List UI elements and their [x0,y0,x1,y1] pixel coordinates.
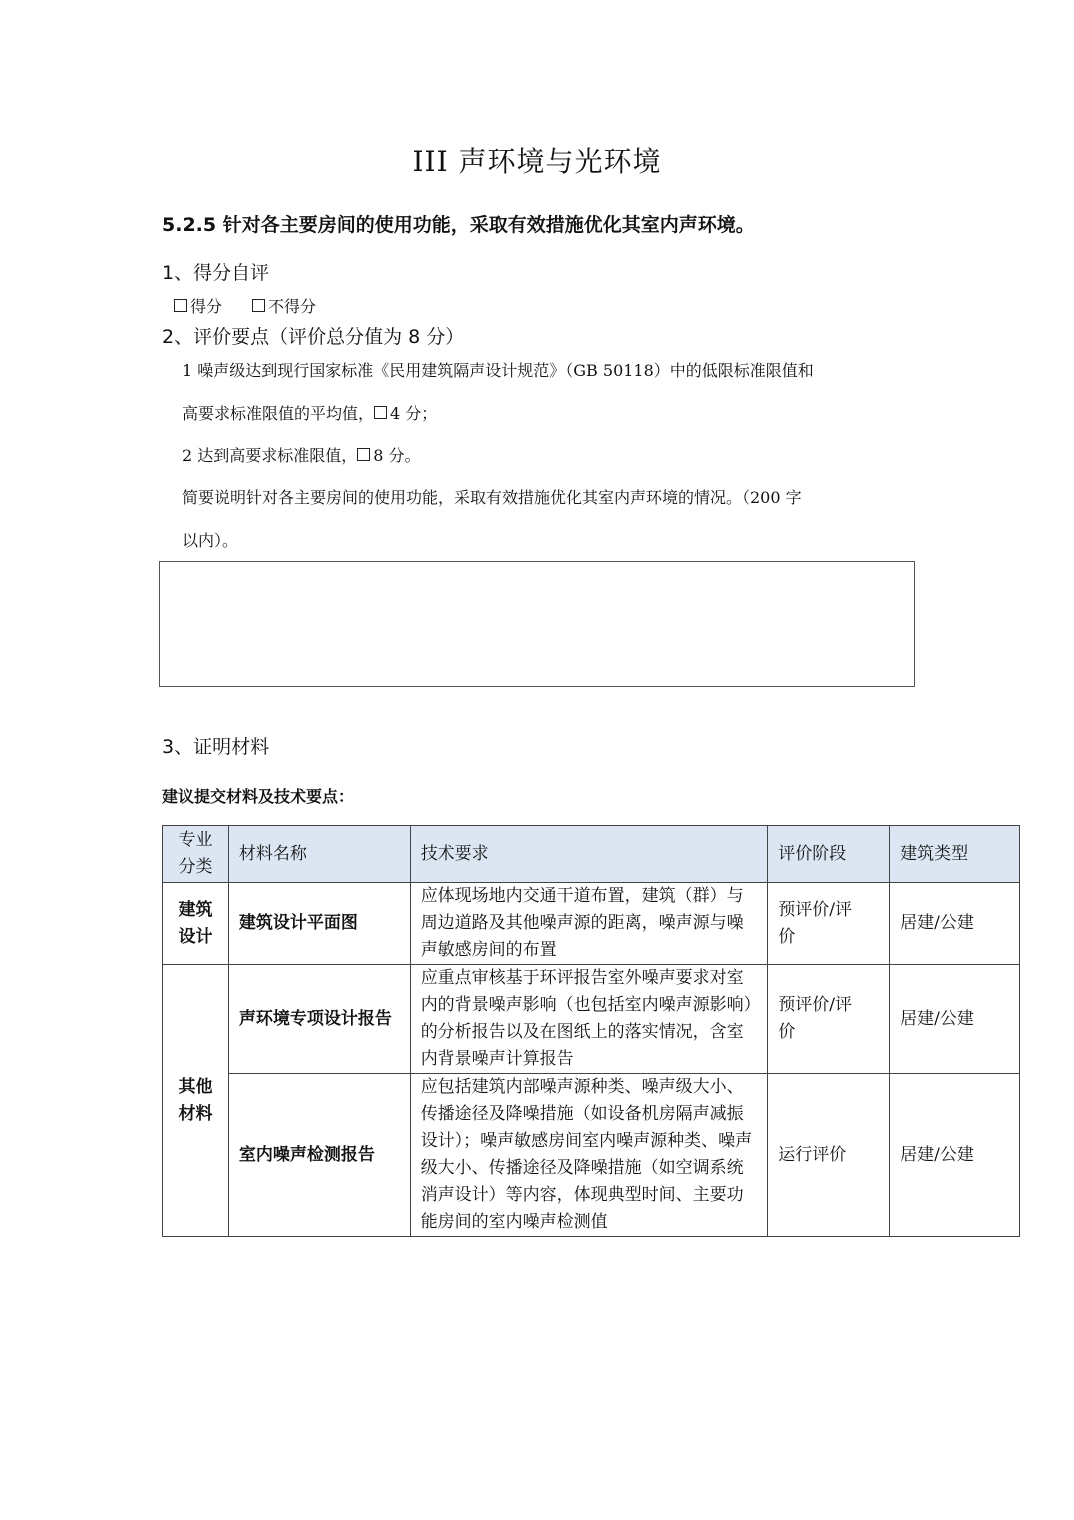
option-no-score-label: 不得分 [268,297,317,316]
cell-category: 建筑 设计 [163,883,229,965]
section-evidence-heading: 3、证明材料 [162,736,270,758]
checkbox-icon[interactable] [374,406,387,419]
cell-requirement: 应体现场地内交通干道布置，建筑（群）与周边道路及其他噪声源的距离，噪声源与噪声敏感房间的布置 [410,883,768,965]
header-category: 专业 分类 [163,826,229,883]
header-material-name: 材料名称 [228,826,410,883]
cell-stage: 预评价/评 价 [768,965,890,1074]
cell-category: 其他 材料 [163,965,229,1237]
checkbox-icon[interactable] [357,448,370,461]
table-header-row [163,826,1020,883]
checkbox-icon[interactable] [174,299,187,312]
cell-building-type: 居建/公建 [890,883,1020,965]
option-no-score[interactable] [252,294,316,317]
header-building-type: 建筑类型 [890,826,1020,883]
score-options [174,294,316,317]
checkbox-icon[interactable] [252,299,265,312]
criteria-point-1-cont: 高要求标准限值的平均值， 4 分； [182,404,438,423]
table-row [163,965,1020,1074]
explanation-textbox[interactable] [159,561,915,687]
page-title: III 声环境与光环境 [412,145,662,178]
cell-requirement: 应重点审核基于环评报告室外噪声要求对室内的背景噪声影响（也包括室内噪声源影响）的分析报告以及在图纸上的落实情况，含室内背景噪声计算报告 [410,965,768,1074]
option-score-label: 得分 [190,297,223,316]
article-heading: 5.2.5 针对各主要房间的使用功能，采取有效措施优化其室内声环境。 [162,214,755,236]
table-row [163,1074,1020,1237]
table-row [163,883,1020,965]
header-stage: 评价阶段 [768,826,890,883]
criteria-instruction-cont: 以内）。 [182,531,239,550]
cell-material-name: 声环境专项设计报告 [228,965,410,1074]
criteria-instruction: 简要说明针对各主要房间的使用功能，采取有效措施优化其室内声环境的情况。（200 字 [182,488,802,507]
cell-stage: 预评价/评 价 [768,883,890,965]
cell-building-type: 居建/公建 [890,965,1020,1074]
cell-stage: 运行评价 [768,1074,890,1237]
cell-material-name: 建筑设计平面图 [228,883,410,965]
evidence-subheading: 建议提交材料及技术要点： [162,787,355,806]
section-self-evaluation-heading: 1、得分自评 [162,262,270,284]
cell-material-name: 室内噪声检测报告 [228,1074,410,1237]
cell-requirement: 应包括建筑内部噪声源种类、噪声级大小、传播途径及降噪措施（如设备机房隔声减振设计）；噪声敏感房间室内噪声源种类、噪声级大小、传播途径及降噪措施（如空调系统消声设计）等内容，体现典型时间、主要功能房间的室内噪声检测值 [410,1074,768,1237]
section-criteria-heading: 2、评价要点（评价总分值为 8 分） [162,326,465,348]
cell-building-type: 居建/公建 [890,1074,1020,1237]
criteria-point-1: 1 噪声级达到现行国家标准《民用建筑隔声设计规范》（GB 50118）中的低限标准限值和 [182,361,814,380]
criteria-point-2: 2 达到高要求标准限值， 8 分。 [182,446,421,465]
option-score[interactable] [174,294,222,317]
header-requirement: 技术要求 [410,826,768,883]
materials-table [162,825,1020,1237]
